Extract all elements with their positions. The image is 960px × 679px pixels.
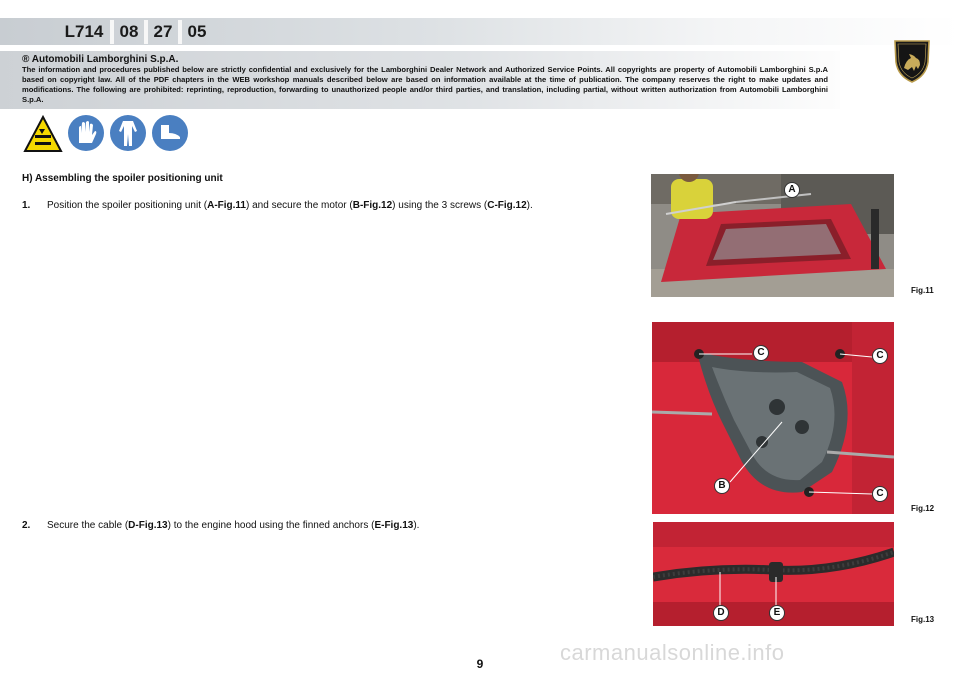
step-text: ) to the engine hood using the finned anchors ( — [167, 520, 375, 531]
callout-e: E — [769, 605, 785, 621]
step-number: 2. — [22, 520, 31, 531]
watermark: carmanualsonline.info — [560, 640, 785, 665]
step-number: 1. — [22, 200, 31, 211]
figure-13-photo — [653, 522, 894, 626]
figure-11-label: Fig.11 — [911, 286, 934, 295]
lamborghini-shield-icon — [892, 38, 932, 84]
step-text: Position the spoiler positioning unit ( — [47, 200, 208, 211]
figure-reference: C-Fig.12 — [487, 200, 527, 211]
group-code: 08 — [119, 22, 139, 41]
callout-c: C — [872, 486, 888, 502]
subgroup-code: 27 — [153, 22, 173, 41]
step-1 — [22, 200, 533, 211]
company-name: ® Automobili Lamborghini S.p.A. — [22, 54, 179, 65]
figure-reference: D-Fig.13 — [128, 520, 168, 531]
step-text: Secure the cable ( — [47, 520, 129, 531]
section-code: 05 — [187, 22, 207, 41]
step-text: ). — [413, 520, 420, 531]
callout-a: A — [784, 182, 800, 198]
legal-notice: The information and procedures published below are strictly confidential and exclusively for the Lamborghini Dealer Network and Authorized Service Points. All copyrights are property of Automobili Lamborghini S.p.A based on copyright law. All of the PDF chapters in the WEB workshop manuals described below are based on information available at the time of publication. The company reserves the right to make updates and modifications. The following are prohibited: reprinting, reproduction, forwarding to unauthorized people and/or third parties, and translation, including partial, without written authorization from Automobili Lamborghini S.p.A. — [22, 65, 828, 104]
gloves-icon — [68, 115, 104, 151]
figure-13-label: Fig.13 — [911, 615, 935, 624]
figure-11-photo — [651, 174, 894, 297]
page-number: 9 — [476, 657, 484, 671]
safety-shoes-icon — [152, 115, 188, 151]
step-2 — [22, 520, 419, 531]
caution-crush-icon — [23, 115, 63, 153]
figure-reference: B-Fig.12 — [352, 200, 393, 211]
section-title: H) Assembling the spoiler positioning unit — [22, 173, 223, 184]
figure-reference: A-Fig.11 — [207, 200, 246, 211]
figure-12-photo — [652, 322, 894, 514]
step-text: ). — [526, 200, 533, 211]
step-text: ) using the 3 screws ( — [392, 200, 488, 211]
step-text: ) and secure the motor ( — [246, 200, 353, 211]
callout-b: B — [714, 478, 730, 494]
callout-c: C — [753, 345, 769, 361]
callout-d: D — [713, 605, 729, 621]
callout-c: C — [872, 348, 888, 364]
model-code: L714 — [64, 22, 104, 41]
overalls-icon — [110, 115, 146, 151]
figure-12-label: Fig.12 — [911, 504, 935, 513]
lamborghini-logo — [892, 38, 932, 89]
figure-reference: E-Fig.13 — [374, 520, 414, 531]
